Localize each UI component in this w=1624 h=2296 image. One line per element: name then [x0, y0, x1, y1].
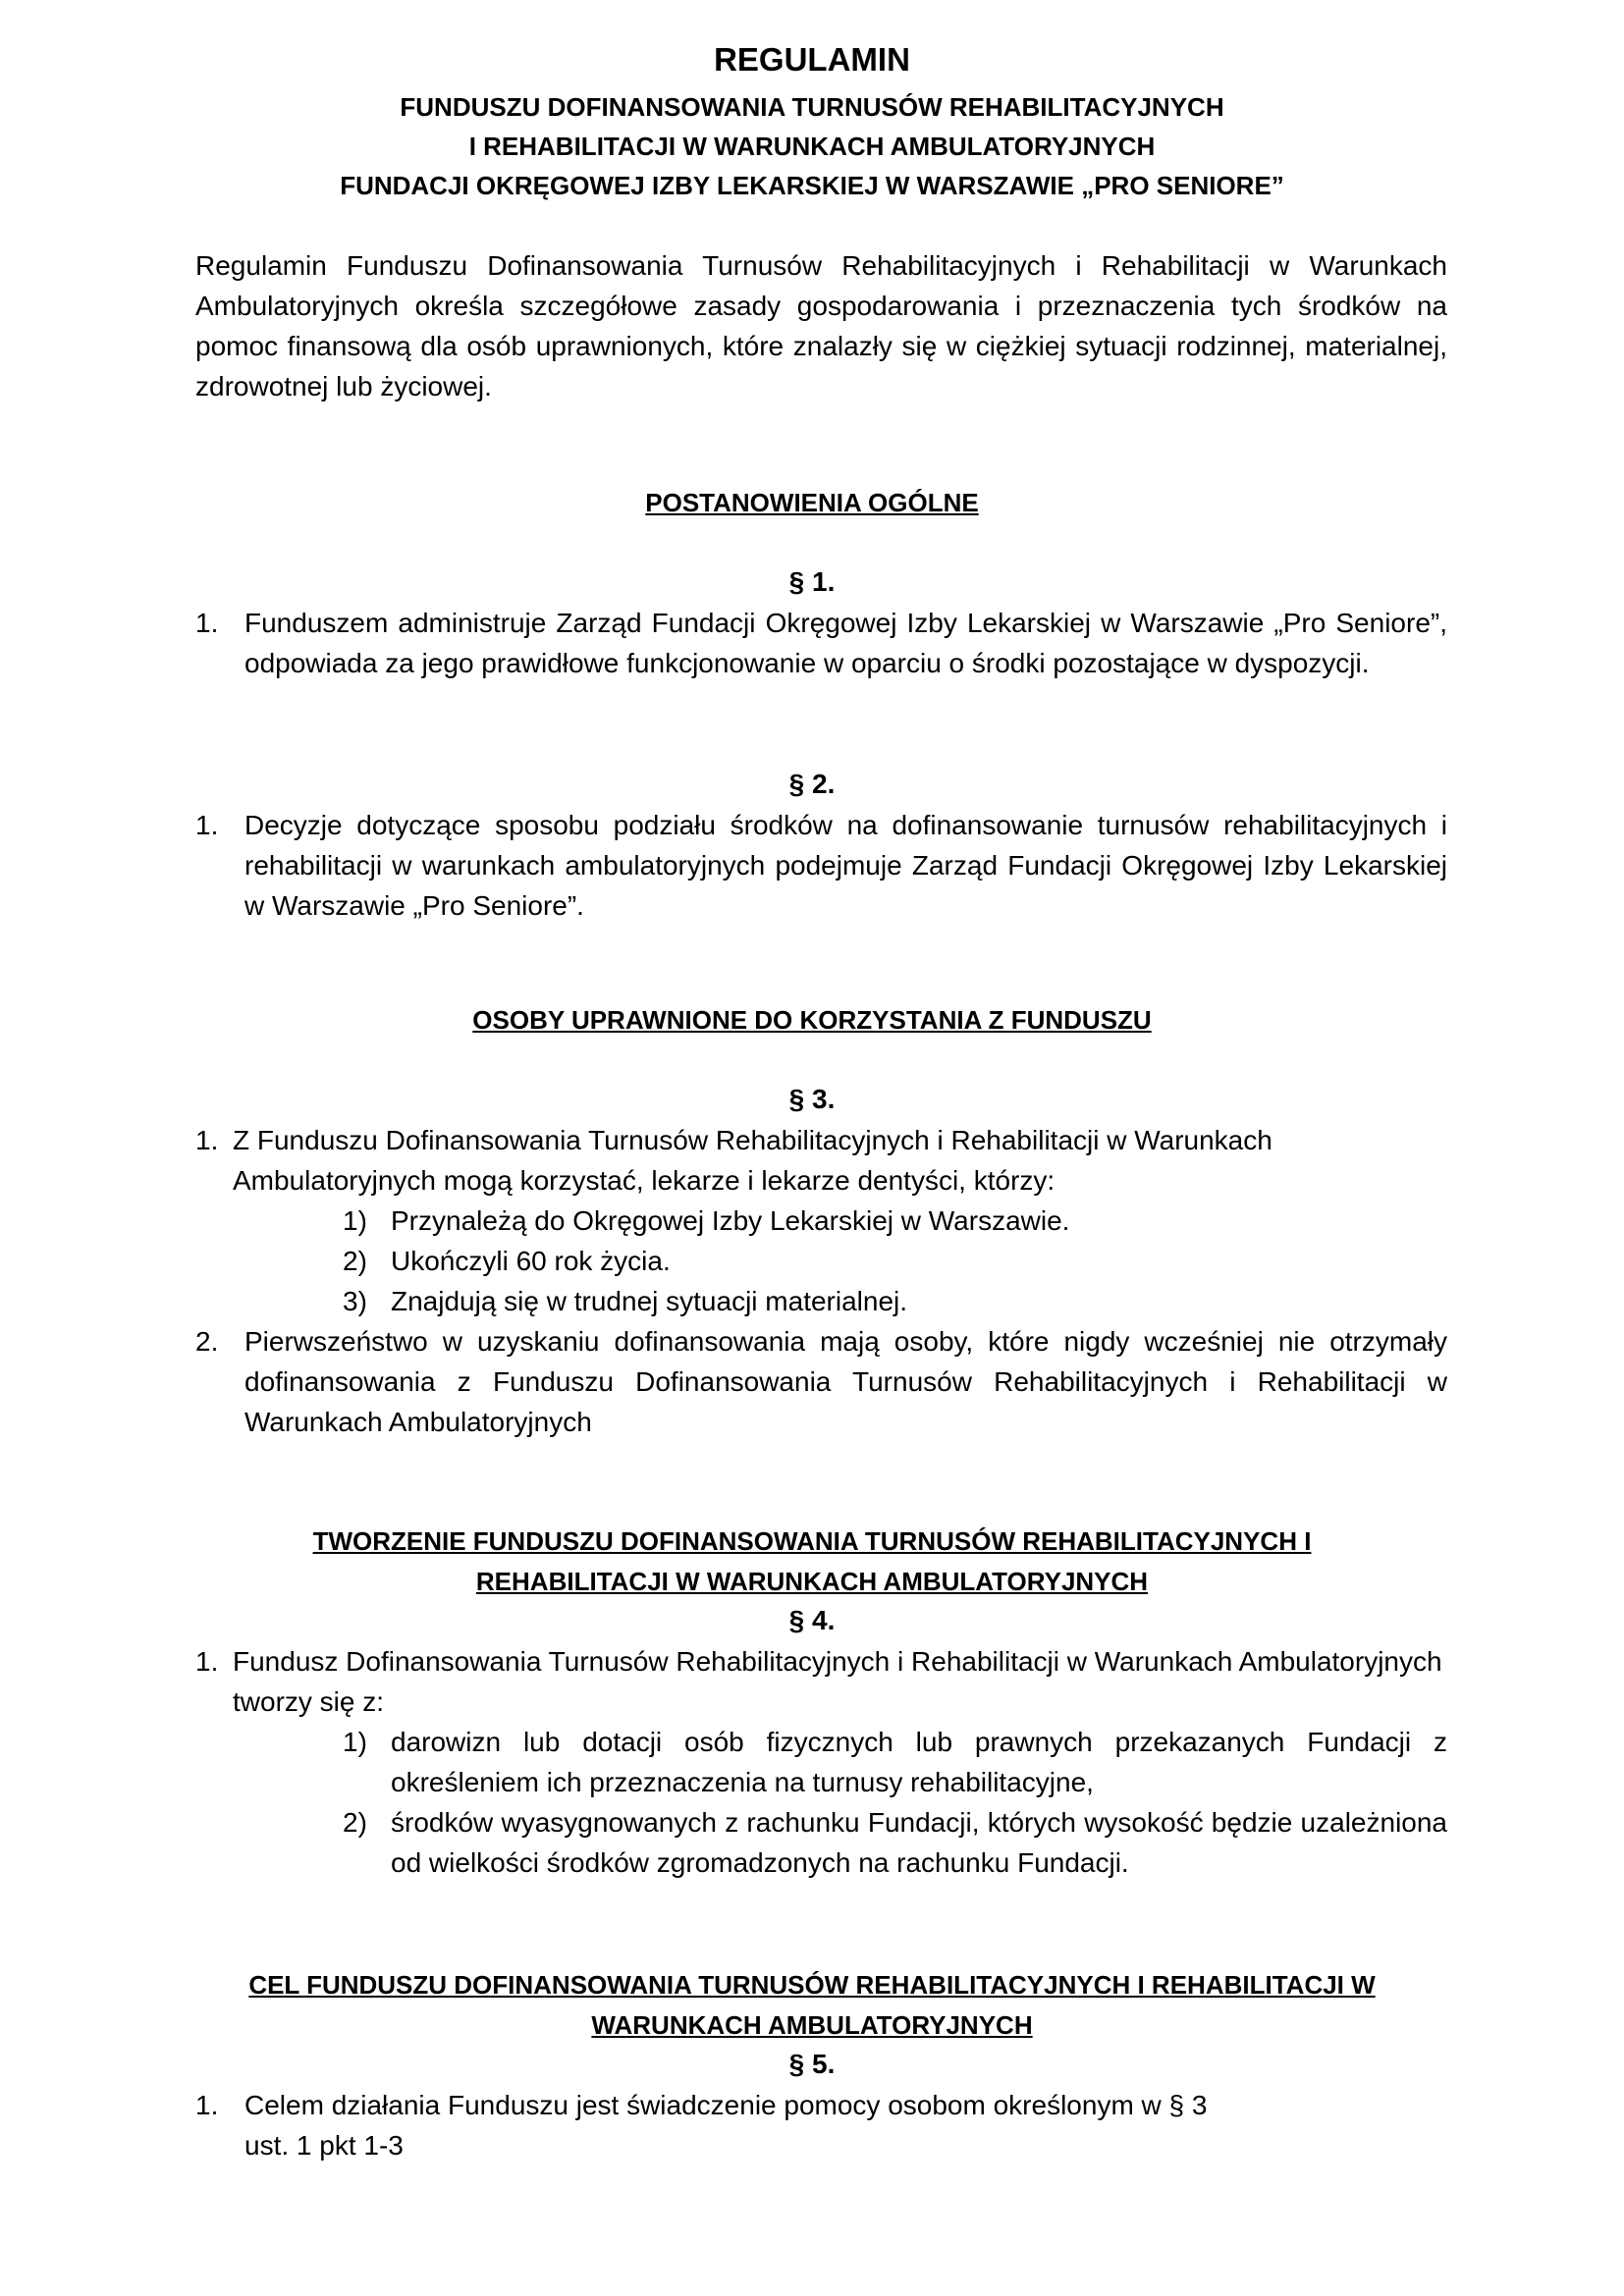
section-heading-fund-purpose-line2: WARUNKACH AMBULATORYJNYCH	[591, 2010, 1033, 2040]
paragraph-mark-4: § 4.	[788, 1605, 836, 1635]
paragraph-mark-3: § 3.	[788, 1084, 836, 1114]
subitem-number: 3)	[343, 1286, 367, 1316]
item-text: Z Funduszu Dofinansowania Turnusów Rehabilitacyjnych i Rehabilitacji w Warunkach Ambulatoryjnych mogą korzystać, lekarze i lekarze dentyści, którzy:	[233, 1125, 1272, 1196]
subitem-number: 1)	[343, 1205, 367, 1236]
subitem-number: 2)	[343, 1246, 367, 1276]
item-number: 1.	[195, 2090, 219, 2120]
item-text: Fundusz Dofinansowania Turnusów Rehabilitacyjnych i Rehabilitacji w Warunkach Ambulatoryjnych tworzy się z:	[233, 1646, 1442, 1717]
item-text: Celem działania Funduszu jest świadczenie pomocy osobom określonym w § 3 ust. 1 pkt 1-3	[244, 2090, 1208, 2161]
subitem-number: 1)	[343, 1727, 367, 1757]
subitem-text: darowizn lub dotacji osób fizycznych lub prawnych przekazanych Fundacji z określeniem ich przeznaczenia na turnusy rehabilitacyjne,	[391, 1727, 1447, 1797]
item-number: 1.	[195, 1125, 219, 1155]
section-heading-fund-creation: TWORZENIE FUNDUSZU DOFINANSOWANIA TURNUSÓW REHABILITACYJNYCH I	[312, 1526, 1312, 1556]
subitem-text: Ukończyli 60 rok życia.	[391, 1246, 671, 1276]
item-number: 1.	[195, 810, 219, 840]
subitem-text: środków wyasygnowanych z rachunku Fundacji, których wysokość będzie uzależniona od wielkości środków zgromadzonych na rachunku Fundacji.	[391, 1807, 1447, 1878]
paragraph-mark-2: § 2.	[788, 769, 836, 799]
section-heading-eligible-persons: OSOBY UPRAWNIONE DO KORZYSTANIA Z FUNDUSZU	[472, 1005, 1152, 1035]
section-heading-fund-creation-line2: REHABILITACJI W WARUNKACH AMBULATORYJNYCH	[475, 1567, 1149, 1596]
document-title: REGULAMIN	[714, 41, 910, 78]
document-subtitle-line: I REHABILITACJI W WARUNKACH AMBULATORYJNYCH	[468, 132, 1156, 161]
intro-paragraph: Regulamin Funduszu Dofinansowania Turnusów Rehabilitacyjnych i Rehabilitacji w Warunkach Ambulatoryjnych określa szczegółowe zasady gospodarowania i przeznaczenia tych środków na pomoc finansową dla osób uprawnionych, które znalazły się w ciężkiej sytuacji rodzinnej, materialnej, zdrowotnej lub życiowej.	[195, 250, 1447, 401]
item-text: Funduszem administruje Zarząd Fundacji Okręgowej Izby Lekarskiej w Warszawie „Pro Seniore”, odpowiada za jego prawidłowe funkcjonowanie w oparciu o środki pozostające w dyspozycji.	[244, 608, 1447, 678]
subitem-text: Znajdują się w trudnej sytuacji materialnej.	[391, 1286, 908, 1316]
section-heading-general-provisions: POSTANOWIENIA OGÓLNE	[645, 488, 979, 517]
item-text: Decyzje dotyczące sposobu podziału środków na dofinansowanie turnusów rehabilitacyjnych i rehabilitacji w warunkach ambulatoryjnych podejmuje Zarząd Fundacji Okręgowej Izby Lekarskiej w Warszawie „Pro Seniore”.	[244, 810, 1447, 921]
item-number: 2.	[195, 1326, 219, 1357]
subitem-number: 2)	[343, 1807, 367, 1838]
document-subtitle-line: FUNDACJI OKRĘGOWEJ IZBY LEKARSKIEJ W WARSZAWIE „PRO SENIORE”	[340, 171, 1284, 200]
item-number: 1.	[195, 608, 219, 638]
paragraph-mark-1: § 1.	[788, 566, 836, 597]
paragraph-mark-5: § 5.	[788, 2049, 836, 2079]
document-subtitle-line: FUNDUSZU DOFINANSOWANIA TURNUSÓW REHABILITACYJNYCH	[400, 92, 1224, 122]
item-number: 1.	[195, 1646, 219, 1677]
item-text: Pierwszeństwo w uzyskaniu dofinansowania mają osoby, które nigdy wcześniej nie otrzymały dofinansowania z Funduszu Dofinansowania Turnusów Rehabilitacyjnych i Rehabilitacji w Warunkach Ambulatoryjnych	[244, 1326, 1447, 1437]
subitem-text: Przynależą do Okręgowej Izby Lekarskiej w Warszawie.	[391, 1205, 1070, 1236]
section-heading-fund-purpose: CEL FUNDUSZU DOFINANSOWANIA TURNUSÓW REHABILITACYJNYCH I REHABILITACJI W	[248, 1970, 1376, 2000]
